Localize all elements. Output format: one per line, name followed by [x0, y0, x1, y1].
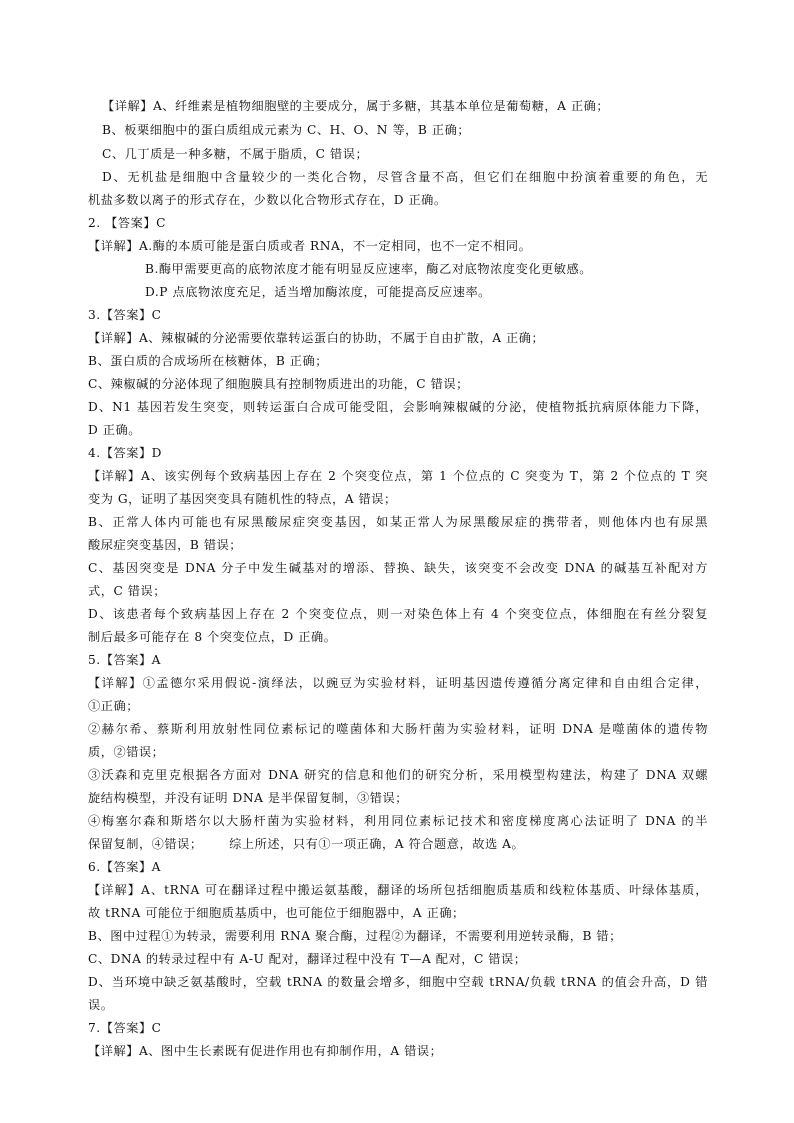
answer-heading: 6.【答案】A [88, 860, 162, 874]
text-line: ③沃森和克里克根据各方面对 DNA 研究的信息和他们的研究分析，采用模型构建法，构建了 DNA 双螺 [88, 768, 708, 782]
text-line: C、基因突变是 DNA 分子中发生碱基对的增添、替换、缺失，该突变不会改变 DNA 的碱基互补配对方 [88, 561, 708, 575]
text-line: B、蛋白质的合成场所在核糖体，B 正确； [88, 354, 328, 368]
text-line: ①正确； [88, 699, 139, 713]
text-line: 误。 [88, 998, 114, 1012]
text-line: B、图中过程①为转录，需要利用 RNA 聚合酶，过程②为翻译，不需要利用逆转录酶，B 错； [88, 929, 622, 943]
text-line: D.P 点底物浓度充足，适当增加酶浓度，可能提高反应速率。 [145, 285, 491, 299]
text-line: D、无机盐是细胞中含量较少的一类化合物，尽管含量不高，但它们在细胞中扮演着重要的角色，无 [102, 170, 708, 184]
text-line: 机盐多数以离子的形式存在，少数以化合物形式存在，D 正确。 [88, 193, 447, 207]
text-line: 式，C 错误； [88, 584, 166, 598]
answer-heading: 3.【答案】C [88, 308, 162, 322]
text-line: C、辣椒碱的分泌体现了细胞膜具有控制物质进出的功能，C 错误； [88, 377, 469, 391]
answer-heading: 5.【答案】A [88, 653, 162, 667]
text-line: C、几丁质是一种多糖，不属于脂质，C 错误； [102, 147, 369, 161]
text-line: 故 tRNA 可能位于细胞质基质中，也可能位于细胞器中，A 正确； [88, 906, 465, 920]
text-line: 【详解】A、图中生长素既有促进作用也有抑制作用，A 错误； [88, 1044, 443, 1058]
text-line: D、N1 基因若发生突变，则转运蛋白合成可能受阻，会影响辣椒碱的分泌，使植物抵抗病原体能力下降， [88, 400, 708, 414]
text-line: 【详解】①孟德尔采用假说-演绎法，以豌豆为实验材料，证明基因遗传遵循分离定律和自由组合定律， [88, 676, 708, 690]
text-line: 【详解】A、tRNA 可在翻译过程中搬运氨基酸，翻译的场所包括细胞质基质和线粒体基质、叶绿体基质， [88, 883, 708, 897]
text-line: 【详解】A、纤维素是植物细胞壁的主要成分，属于多糖，其基本单位是葡萄糖，A 正确； [102, 99, 610, 113]
text-line: 保留复制，④错误； 综上所述，只有①一项正确，A 符合题意，故选 A。 [88, 837, 525, 851]
text-line: 【详解】A.酶的本质可能是蛋白质或者 RNA，不一定相同，也不一定不相同。 [88, 239, 532, 253]
text-line: D、当环境中缺乏氨基酸时，空载 tRNA 的数量会增多，细胞中空载 tRNA/负载 tRNA 的值会升高，D 错 [88, 975, 708, 989]
answer-heading: 7.【答案】C [88, 1021, 162, 1035]
text-line: B.酶甲需要更高的底物浓度才能有明显反应速率，酶乙对底物浓度变化更敏感。 [145, 262, 593, 276]
text-line: 【详解】A、辣椒碱的分泌需要依靠转运蛋白的协助，不属于自由扩散，A 正确； [88, 331, 545, 345]
answer-heading: 4.【答案】D [88, 446, 162, 460]
text-line: D、该患者每个致病基因上存在 2 个突变位点，则一对染色体上有 4 个突变位点，体细胞在有丝分裂复 [88, 607, 708, 621]
text-line: ②赫尔希、蔡斯利用放射性同位素标记的噬菌体和大肠杆菌为实验材料，证明 DNA 是噬菌体的遗传物 [88, 722, 708, 736]
text-line: D 正确。 [88, 423, 141, 437]
text-line: ④梅塞尔森和斯塔尔以大肠杆菌为实验材料，利用同位素标记技术和密度梯度离心法证明了 DNA 的半 [88, 814, 708, 828]
text-line: 变为 G，证明了基因突变具有随机性的特点，A 错误； [88, 492, 397, 506]
text-line: 酸尿症突变基因，B 错误； [88, 538, 243, 552]
text-line: B、正常人体内可能也有尿黑酸尿症突变基因，如某正常人为尿黑酸尿症的携带者，则他体内也有尿黑 [88, 515, 708, 529]
text-line: B、板栗细胞中的蛋白质组成元素为 C、H、O、N 等，B 正确； [102, 123, 471, 137]
text-line: 【详解】A、该实例每个致病基因上存在 2 个突变位点，第 1 个位点的 C 突变为 T，第 2 个位点的 T 突 [88, 469, 708, 483]
text-line: 制后最多可能存在 8 个突变位点，D 正确。 [88, 630, 337, 644]
text-line: 质，②错误； [88, 745, 165, 759]
answer-heading: 2. 【答案】C [88, 216, 166, 230]
text-line: 旋结构模型，并没有证明 DNA 是半保留复制，③错误； [88, 791, 408, 805]
text-line: C、DNA 的转录过程中有 A-U 配对，翻译过程中没有 T—A 配对，C 错误； [88, 952, 527, 966]
